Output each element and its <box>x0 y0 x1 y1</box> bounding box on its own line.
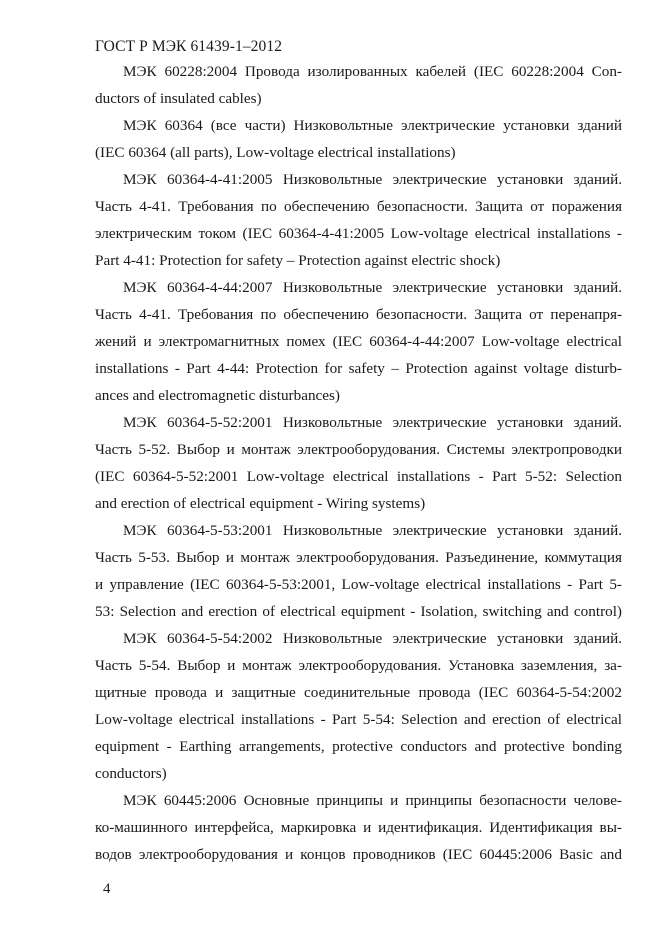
text-line: installations - Part 4-44: Protection for safety – Protection against voltage disturb- <box>95 360 622 377</box>
text-line: equipment - Earthing arrangements, protective conductors and protective bonding <box>95 738 622 755</box>
text-line: МЭК 60228:2004 Провода изолированных кабелей (IEC 60228:2004 Con- <box>123 63 622 80</box>
text-line: МЭК 60364-4-41:2005 Низковольтные электрические установки зданий. <box>123 171 622 188</box>
text-line: МЭК 60364-5-53:2001 Низковольтные электрические установки зданий. <box>123 522 622 539</box>
text-line: (IEC 60364 (all parts), Low-voltage electrical installations) <box>95 144 456 161</box>
text-line: Часть 4-41. Требования по обеспечению безопасности. Защита от поражения <box>95 198 622 215</box>
text-line: 53: Selection and erection of electrical equipment - Isolation, switching and control) <box>95 603 622 620</box>
text-line: электрическим током (IEC 60364-4-41:2005 Low-voltage electrical installations - <box>95 225 622 242</box>
text-line: и управление (IEC 60364-5-53:2001, Low-voltage electrical installations - Part 5- <box>95 576 622 593</box>
text-line: МЭК 60364-5-52:2001 Низковольтные электрические установки зданий. <box>123 414 622 431</box>
text-line: МЭК 60364 (все части) Низковольтные электрические установки зданий <box>123 117 622 134</box>
text-line: водов электрооборудования и концов проводников (IEC 60445:2006 Basic and <box>95 846 622 863</box>
text-line: МЭК 60364-4-44:2007 Низковольтные электрические установки зданий. <box>123 279 622 296</box>
page-number: 4 <box>103 881 111 897</box>
text-line: Часть 5-54. Выбор и монтаж электрооборудования. Установка заземления, за- <box>95 657 622 674</box>
text-line: conductors) <box>95 765 167 782</box>
text-line: ductors of insulated cables) <box>95 90 262 107</box>
text-line: Low-voltage electrical installations - Part 5-54: Selection and erection of electrical <box>95 711 622 728</box>
text-line: ко-машинного интерфейса, маркировка и идентификация. Идентификация вы- <box>95 819 622 836</box>
text-line: and erection of electrical equipment - Wiring systems) <box>95 495 426 512</box>
text-line: МЭК 60364-5-54:2002 Низковольтные электрические установки зданий. <box>123 630 622 647</box>
text-line: Часть 5-53. Выбор и монтаж электрооборудования. Разъединение, коммутация <box>95 549 622 566</box>
text-line: жений и электромагнитных помех (IEC 60364-4-44:2007 Low-voltage electrical <box>95 333 622 350</box>
text-line: Part 4-41: Protection for safety – Protection against electric shock) <box>95 252 501 269</box>
document-header: ГОСТ Р МЭК 61439-1–2012 <box>95 38 283 55</box>
text-line: (IEC 60364-5-52:2001 Low-voltage electrical installations - Part 5-52: Selection <box>95 468 622 485</box>
document-body <box>95 58 622 868</box>
text-line: ances and electromagnetic disturbances) <box>95 387 340 404</box>
text-line: Часть 5-52. Выбор и монтаж электрооборудования. Системы электропроводки <box>95 441 622 458</box>
text-line: Часть 4-41. Требования по обеспечению безопасности. Защита от перенапря- <box>95 306 622 323</box>
text-line: МЭК 60445:2006 Основные принципы и принципы безопасности челове- <box>123 792 622 809</box>
text-line: щитные провода и защитные соединительные провода (IEC 60364-5-54:2002 <box>95 684 622 701</box>
